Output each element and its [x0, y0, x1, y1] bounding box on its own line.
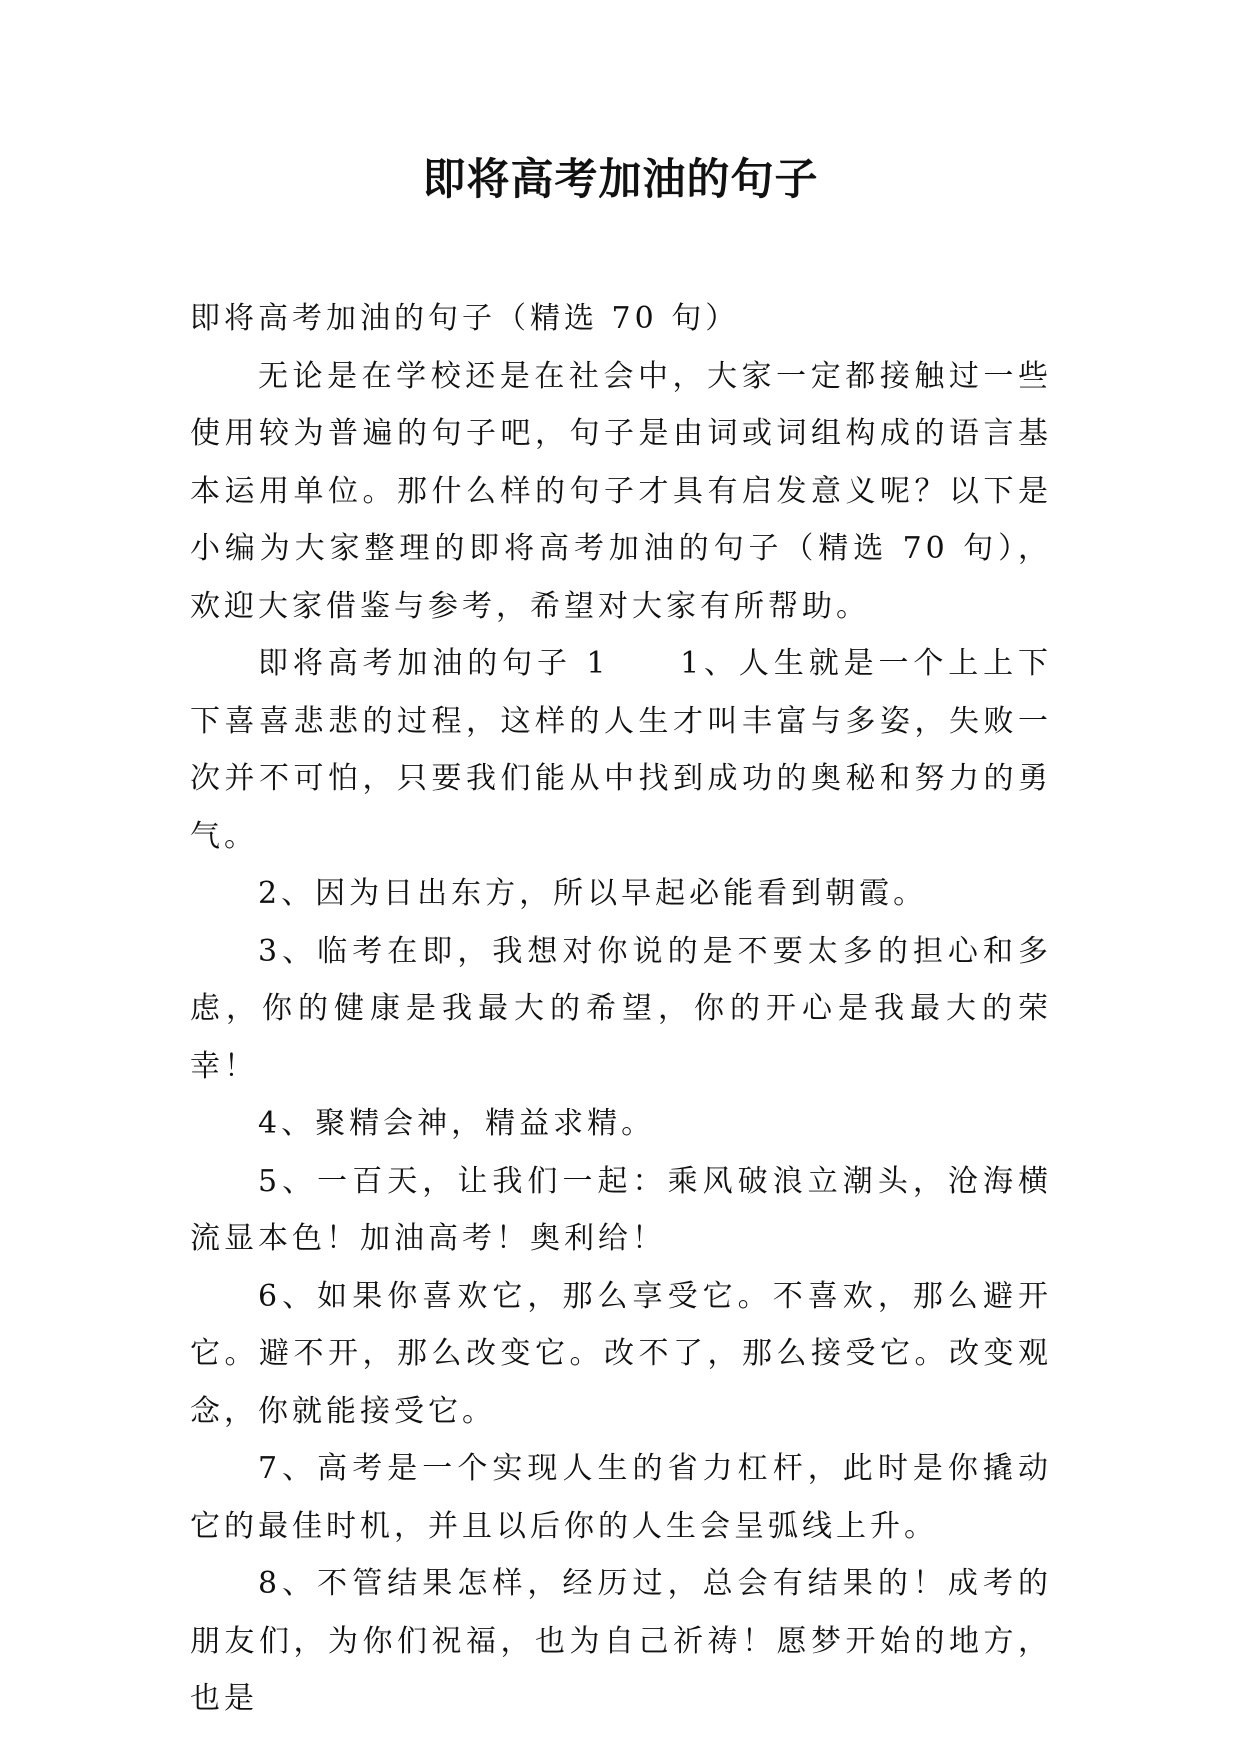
quote-paragraph-2: 2、因为日出东方，所以早起必能看到朝霞。 [258, 876, 928, 911]
quote-paragraph-5: 5、一百天，让我们一起：乘风破浪立潮头，沧海横流显本色！加油高考！奥利给！ [190, 1163, 1052, 1256]
quote-paragraph-7: 7、高考是一个实现人生的省力杠杆，此时是你撬动它的最佳时机，并且以后你的人生会呈弧线上升。 [190, 1451, 1052, 1544]
quote-paragraph-1: 即将高考加油的句子 1 1、人生就是一个上上下下喜喜悲悲的过程，这样的人生才叫丰富与多姿，失败一次并不可怕，只要我们能从中找到成功的奥秘和努力的勇气。 [190, 646, 1052, 854]
intro-paragraph: 无论是在学校还是在社会中，大家一定都接触过一些使用较为普遍的句子吧，句子是由词或词组构成的语言基本运用单位。那什么样的句子才具有启发意义呢？以下是小编为大家整理的即将高考加油的句子（精选 70 句），欢迎大家借鉴与参考，希望对大家有所帮助。 [190, 358, 1052, 624]
quote-paragraph-3: 3、临考在即，我想对你说的是不要太多的担心和多虑，你的健康是我最大的希望，你的开心是我最大的荣幸！ [190, 933, 1052, 1084]
document-title: 即将高考加油的句子 [422, 155, 819, 205]
quote-paragraph-6: 6、如果你喜欢它，那么享受它。不喜欢，那么避开它。避不开，那么改变它。改不了，那么接受它。改变观念，你就能接受它。 [190, 1278, 1052, 1429]
document-subtitle: 即将高考加油的句子（精选 70 句） [190, 301, 740, 336]
quote-paragraph-8: 8、不管结果怎样，经历过，总会有结果的！成考的朋友们，为你们祝福，也为自己祈祷！愿梦开始的地方，也是 [190, 1566, 1052, 1716]
quote-paragraph-4: 4、聚精会神，精益求精。 [258, 1106, 656, 1141]
document-body [190, 290, 1052, 1728]
